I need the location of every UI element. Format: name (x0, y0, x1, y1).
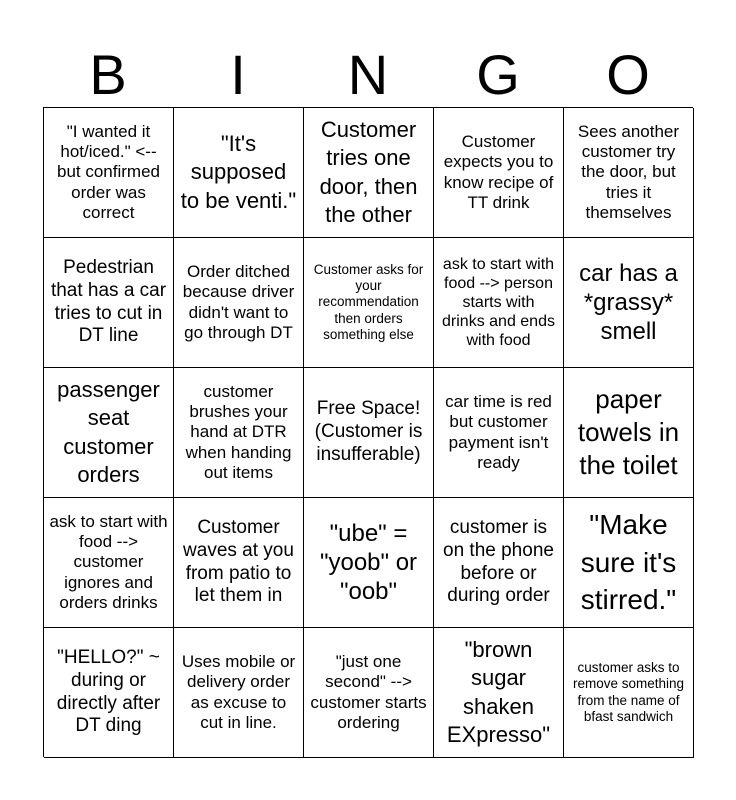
bingo-cell[interactable] (434, 368, 564, 498)
cell-text: Customer asks for your recommendation then orders something else (313, 262, 424, 342)
cell-text: Order ditched because driver didn't want to go through DT (182, 261, 295, 342)
cell-text: ask to start with food --> person starts with drinks and ends with food (442, 255, 555, 350)
cell-text: "HELLO?" ~ during or directly after DT ding (56, 646, 161, 737)
bingo-cell[interactable] (304, 238, 434, 368)
header-letter-b: B (89, 43, 127, 106)
cell-text: Customer expects you to know recipe of TT drink (443, 131, 554, 212)
cell-text: "It's supposed to be venti." (180, 131, 297, 213)
header-letter-i: I (230, 43, 246, 106)
bingo-cell[interactable] (44, 368, 174, 498)
bingo-cell[interactable] (434, 628, 564, 758)
cell-text: "I wanted it hot/iced." <-- but confirmed order was correct (57, 121, 160, 223)
bingo-board (43, 107, 693, 757)
bingo-cell[interactable] (174, 238, 304, 368)
cell-text: "Make sure it's stirred." (580, 508, 677, 616)
cell-text: passenger seat customer orders (57, 377, 160, 487)
bingo-cell[interactable] (564, 108, 694, 238)
cell-text: "brown sugar shaken EXpresso" (446, 637, 551, 747)
header-letter-n: N (347, 43, 389, 106)
cell-text: customer asks to remove something from the name of bfast sandwich (572, 660, 685, 724)
cell-text: car has a *grassy* smell (579, 259, 678, 346)
cell-text: customer is on the phone before or during order (443, 516, 554, 607)
bingo-cell[interactable] (174, 628, 304, 758)
cell-text: Sees another customer try the door, but tries it themselves (577, 121, 680, 223)
cell-text: Customer tries one door, then the other (319, 117, 418, 227)
bingo-cell[interactable] (304, 498, 434, 628)
cell-text: paper towels in the toilet (577, 383, 680, 481)
bingo-cell[interactable] (44, 108, 174, 238)
header-letter-o: O (606, 43, 650, 106)
cell-text: car time is red but customer payment isn't ready (445, 391, 552, 472)
bingo-cell[interactable] (564, 498, 694, 628)
free-space-cell[interactable] (304, 368, 434, 498)
bingo-cell[interactable] (304, 628, 434, 758)
cell-text: "just one second" --> customer starts ordering (310, 651, 427, 732)
cell-text: ask to start with food --> customer ignores and orders drinks (49, 511, 168, 613)
cell-text: Uses mobile or delivery order as excuse to cut in line. (181, 651, 296, 732)
bingo-cell[interactable] (564, 628, 694, 758)
bingo-cell[interactable] (174, 108, 304, 238)
cell-text: "ube" = "yoob" or "oob" (319, 519, 418, 606)
bingo-cell[interactable] (304, 108, 434, 238)
bingo-cell[interactable] (434, 498, 564, 628)
bingo-cell[interactable] (44, 498, 174, 628)
cell-text: customer brushes your hand at DTR when handing out items (185, 381, 292, 483)
bingo-cell[interactable] (44, 238, 174, 368)
bingo-cell[interactable] (564, 368, 694, 498)
cell-text: Customer waves at you from patio to let them in (183, 516, 294, 607)
header-letter-g: G (476, 43, 520, 106)
bingo-cell[interactable] (434, 238, 564, 368)
bingo-cell[interactable] (44, 628, 174, 758)
bingo-cell[interactable] (174, 368, 304, 498)
bingo-cell[interactable] (434, 108, 564, 238)
bingo-cell[interactable] (174, 498, 304, 628)
bingo-header (43, 44, 693, 106)
bingo-cell[interactable] (564, 238, 694, 368)
cell-text: Pedestrian that has a car tries to cut in DT line (50, 256, 167, 347)
cell-text: Free Space! (Customer is insufferable) (314, 398, 423, 465)
